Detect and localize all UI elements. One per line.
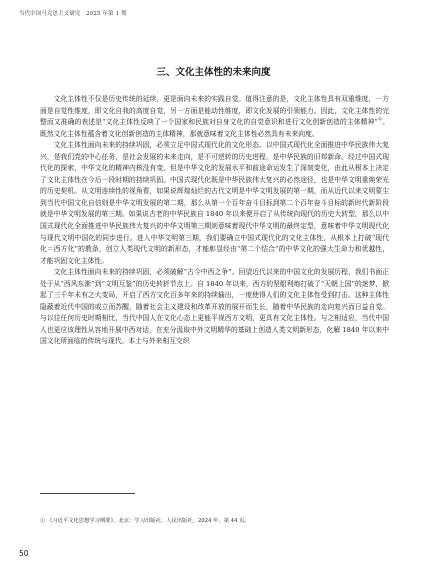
footnote xyxy=(40,518,389,525)
paragraph-text: 文化主体性面向未来的持续巩固，必须立足中国式现代化的文化形态。以中国式现代化全面推进中华民族伟大复兴，是我们党的中心任务，是社会发展的未来走向，是不可逆转的历史进程，是中华民族的旧邦新命。经过中国式现代化的探索，中华文化的精神内核没有变，但是中华文化的发展水平和前途命运发生了深刻变化，由此从根本上决定了文化主体性在今后一段时期的持续巩固。中国式现代化既是中华民族伟大复兴的必然途径，也是中华文明重焕荣光的历史契机。从文明连续性的视角看，如果说辉煌灿烂的古代文明是中华文明发展的第一期，而从近代以来文明蒙尘到当代中国文化自信则是中华文明发展的第二期，那么从第一个百年奋斗目标到第二个百年奋斗目标的新时代新阶段就是中华文明发展的第三期。如果说古老的中华民族自 1840 年以来便开启了从传统向现代的历史大转型，那么以中国式现代化全面推进中华民族伟大复兴的中华文明第三期则意味着现代中华文明的最终定型，意味着中华文明现代化与现代文明中国化的同步进行。进入中华文明第三期，我们要确立中国式现代化的文化主体性，从根本上打破“现代化＝西方化”的教条，创立人类现代文明的新形态，才能彰显经由“第二个结合”的中华文化的强大生命力和优越性，才能巩固文化主体性。 xyxy=(40,141,389,265)
paragraph-text-tail: 。既然文化主体性蕴含着文化创新创造的主体精神，那就意味着文化主体性必然具有未来向度。 xyxy=(40,118,389,138)
footnote-marker: ① xyxy=(40,518,46,524)
footnote-text: 《习近平文化思想学习纲要》，北京：学习出版社、人民出版社，2024 年，第 44 页。 xyxy=(47,518,250,524)
paragraph-text: 文化主体性不仅是历史传统的延续，更是面向未来的实践自觉。值得注意的是，文化主体性具有双重维度，一方面是自觉性维度，即文化自我的高度自觉，另一方面是能动性维度，即文化发展的引领能力。因此，文化主体性的完整而又准确的表述是“文化主体性反映了一个国家和民族对自身文化的自觉意识和进行文化创新创造的主体精神” xyxy=(40,95,389,127)
section-title: 三、文化主体性的未来向度 xyxy=(156,67,271,78)
body-paragraph xyxy=(40,140,389,267)
article-body xyxy=(40,94,389,348)
paragraph-text: 文化主体性面向未来的持续巩固，必须破解“古今中西之争”。回望近代以来的中国文化的发展历程，我们书面正处于从“西风东渐”到“文明互鉴”的历史转折节点上。自 1840 年以来，西方的坚船利炮打破了“天朝上国”的迷梦，掀起了三千年未有之大变局，开启了西方文化百多年来的持续输出，一度使得人们的文化主体性受到打击。这种主体性隐蔽着近代中国的或立而苏醒，随着社会主义建设和改革开放的展开而生长，随着中华民族的走向复兴而日益自觉。与以往任何历史时期相比，当代中国人在文化心态上更能平视西方文明，更具有文化主体性。与之相适应，当代中国人也更应该理性从容地开展中西对话，在充分汲取中外文明精华的基础上创造人类文明新形态，化解 1840 年以来中国文化所面临的传统与现代、本土与外来相互交织 xyxy=(40,268,389,346)
footnote-divider xyxy=(40,493,135,494)
body-paragraph xyxy=(40,94,389,140)
running-header: 当代中国马克思主义研究 2025 年第 1 期 xyxy=(19,11,127,17)
body-paragraph xyxy=(40,267,389,348)
page-number: 50 xyxy=(19,549,29,558)
footnote-reference[interactable]: ① xyxy=(377,117,383,123)
